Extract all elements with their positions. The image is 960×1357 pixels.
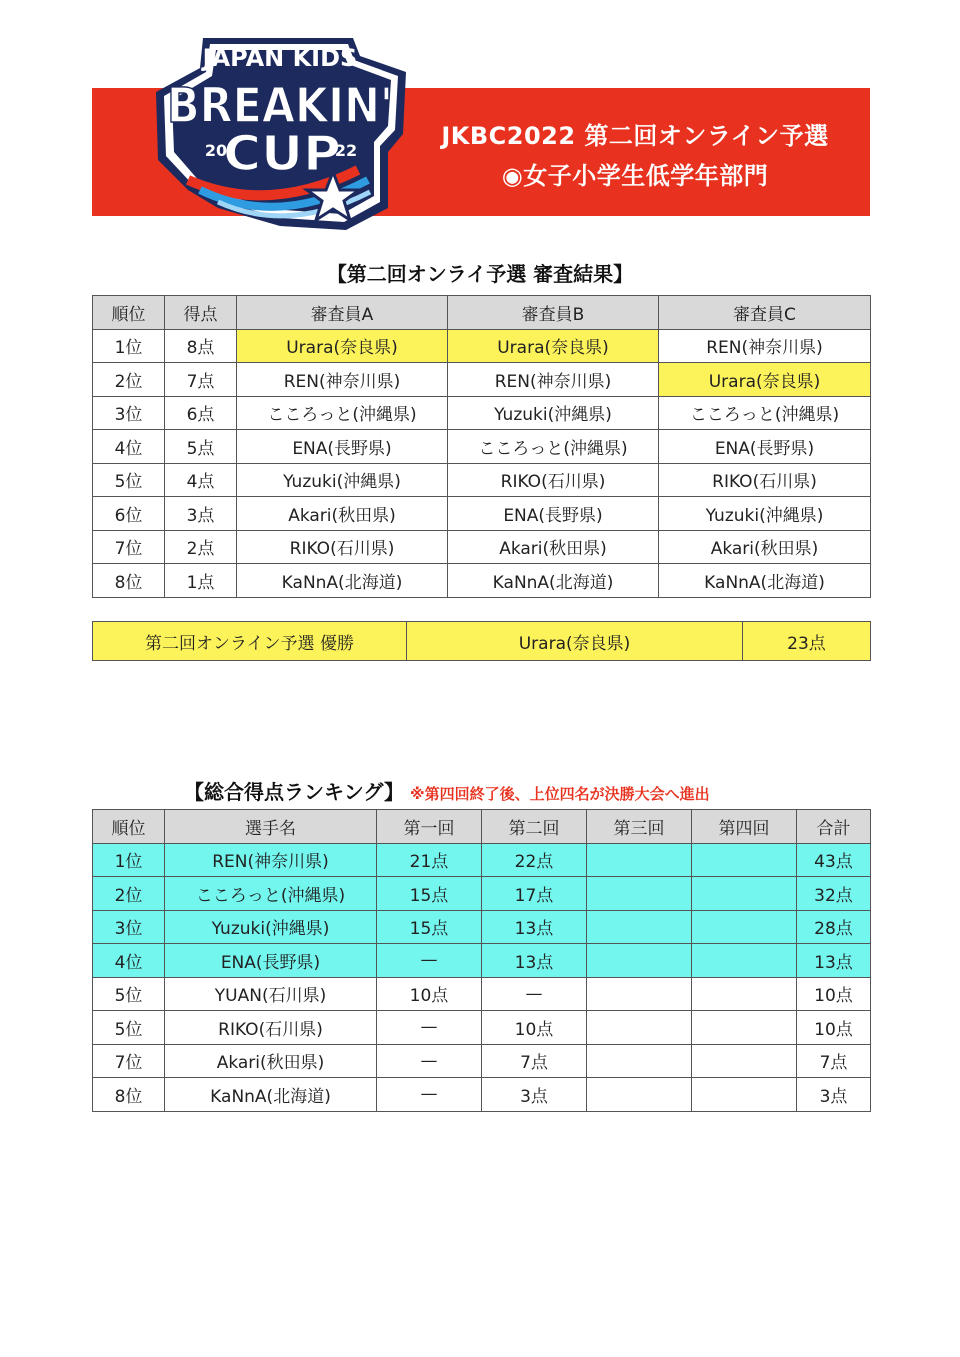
rank-cell: 1位 (93, 843, 165, 877)
judge-result-table (92, 295, 871, 598)
rank-cell: 6位 (93, 497, 165, 531)
judge-b-cell: Yuzuki(沖縄県) (448, 396, 659, 430)
table-row (93, 1011, 871, 1045)
table-row (93, 877, 871, 911)
round1-cell: — (377, 1044, 482, 1078)
round3-cell (587, 1044, 692, 1078)
points-cell: 2点 (165, 530, 237, 564)
table-header-row (93, 296, 871, 330)
round1-cell: — (377, 1078, 482, 1112)
round3-cell (587, 944, 692, 978)
rank-cell: 4位 (93, 944, 165, 978)
judge-b-cell: ENA(長野県) (448, 497, 659, 531)
round1-cell: — (377, 1011, 482, 1045)
judge-b-cell: こころっと(沖縄県) (448, 430, 659, 464)
logo-line1: JAPAN KIDS (202, 44, 358, 72)
judge-c-cell: こころっと(沖縄県) (659, 396, 871, 430)
rank-cell: 2位 (93, 877, 165, 911)
table-row (93, 329, 871, 363)
ranking-section-heading (184, 776, 710, 805)
rank-cell: 3位 (93, 910, 165, 944)
col-header-judge-b: 審査員B (448, 296, 659, 330)
player-cell: REN(神奈川県) (165, 843, 377, 877)
col-header-judge-a: 審査員A (237, 296, 448, 330)
table-row (93, 1044, 871, 1078)
col-header-points: 得点 (165, 296, 237, 330)
table-row (93, 530, 871, 564)
table-row (93, 977, 871, 1011)
round3-cell (587, 977, 692, 1011)
judge-b-cell: REN(神奈川県) (448, 363, 659, 397)
points-cell: 5点 (165, 430, 237, 464)
judge-b-cell: KaNnA(北海道) (448, 564, 659, 598)
round1-cell: — (377, 944, 482, 978)
points-cell: 1点 (165, 564, 237, 598)
rank-cell: 5位 (93, 977, 165, 1011)
breakin-cup-logo (148, 30, 413, 240)
points-cell: 6点 (165, 396, 237, 430)
winner-name: Urara(奈良県) (407, 622, 743, 661)
table-row (93, 564, 871, 598)
rank-cell: 4位 (93, 430, 165, 464)
round2-cell: 3点 (482, 1078, 587, 1112)
round2-cell: 13点 (482, 944, 587, 978)
judge-b-cell: Akari(秋田県) (448, 530, 659, 564)
judge-a-cell: REN(神奈川県) (237, 363, 448, 397)
rank-cell: 7位 (93, 1044, 165, 1078)
player-cell: RIKO(石川県) (165, 1011, 377, 1045)
table-row (93, 843, 871, 877)
table-row (93, 430, 871, 464)
total-cell: 3点 (797, 1078, 871, 1112)
col-header-rank: 順位 (93, 810, 165, 844)
rank-cell: 1位 (93, 329, 165, 363)
round3-cell (587, 877, 692, 911)
logo-year-right: 22 (334, 141, 358, 160)
table-row (93, 1078, 871, 1112)
judge-a-cell: Akari(秋田県) (237, 497, 448, 531)
col-header-rank: 順位 (93, 296, 165, 330)
col-header-player: 選手名 (165, 810, 377, 844)
points-cell: 7点 (165, 363, 237, 397)
round4-cell (692, 877, 797, 911)
round4-cell (692, 1044, 797, 1078)
judge-a-cell: ENA(長野県) (237, 430, 448, 464)
total-cell: 28点 (797, 910, 871, 944)
table-row (93, 497, 871, 531)
judge-a-cell: Yuzuki(沖縄県) (237, 463, 448, 497)
col-header-round4: 第四回 (692, 810, 797, 844)
round4-cell (692, 843, 797, 877)
player-cell: ENA(長野県) (165, 944, 377, 978)
rank-cell: 3位 (93, 396, 165, 430)
round1-cell: 10点 (377, 977, 482, 1011)
total-cell: 7点 (797, 1044, 871, 1078)
total-cell: 10点 (797, 977, 871, 1011)
round3-cell (587, 1011, 692, 1045)
table-header-row (93, 810, 871, 844)
round2-cell: 22点 (482, 843, 587, 877)
total-cell: 13点 (797, 944, 871, 978)
rank-cell: 8位 (93, 1078, 165, 1112)
table-row (93, 463, 871, 497)
result-section-heading: 【第二回オンライ予選 審査結果】 (326, 262, 634, 286)
judge-c-cell: ENA(長野県) (659, 430, 871, 464)
table-row (93, 396, 871, 430)
judge-a-cell: KaNnA(北海道) (237, 564, 448, 598)
player-cell: Yuzuki(沖縄県) (165, 910, 377, 944)
rank-cell: 8位 (93, 564, 165, 598)
winner-row (93, 622, 871, 661)
judge-c-cell: Yuzuki(沖縄県) (659, 497, 871, 531)
col-header-round1: 第一回 (377, 810, 482, 844)
judge-c-cell: Urara(奈良県) (659, 363, 871, 397)
points-cell: 3点 (165, 497, 237, 531)
banner-title-line1: JKBC2022 第二回オンライン予選 (441, 122, 829, 150)
total-cell: 10点 (797, 1011, 871, 1045)
player-cell: KaNnA(北海道) (165, 1078, 377, 1112)
points-cell: 8点 (165, 329, 237, 363)
round2-cell: 10点 (482, 1011, 587, 1045)
round2-cell: — (482, 977, 587, 1011)
col-header-judge-c: 審査員C (659, 296, 871, 330)
col-header-total: 合計 (797, 810, 871, 844)
ranking-heading-text: 【総合得点ランキング】 (184, 780, 404, 804)
judge-b-cell: Urara(奈良県) (448, 329, 659, 363)
judge-c-cell: Akari(秋田県) (659, 530, 871, 564)
round4-cell (692, 977, 797, 1011)
round1-cell: 21点 (377, 843, 482, 877)
col-header-round2: 第二回 (482, 810, 587, 844)
judge-c-cell: RIKO(石川県) (659, 463, 871, 497)
player-cell: Akari(秋田県) (165, 1044, 377, 1078)
rank-cell: 7位 (93, 530, 165, 564)
total-cell: 43点 (797, 843, 871, 877)
round2-cell: 7点 (482, 1044, 587, 1078)
round4-cell (692, 910, 797, 944)
judge-c-cell: KaNnA(北海道) (659, 564, 871, 598)
round3-cell (587, 843, 692, 877)
logo-line3: CUP (223, 126, 341, 182)
winner-table (92, 621, 871, 661)
banner-title-line2: ◉女子小学生低学年部門 (501, 162, 769, 190)
points-cell: 4点 (165, 463, 237, 497)
round4-cell (692, 1011, 797, 1045)
rank-cell: 5位 (93, 463, 165, 497)
banner-title (420, 116, 850, 196)
round1-cell: 15点 (377, 910, 482, 944)
player-cell: YUAN(石川県) (165, 977, 377, 1011)
round2-cell: 17点 (482, 877, 587, 911)
table-row (93, 944, 871, 978)
rank-cell: 2位 (93, 363, 165, 397)
judge-a-cell: こころっと(沖縄県) (237, 396, 448, 430)
round2-cell: 13点 (482, 910, 587, 944)
round3-cell (587, 910, 692, 944)
overall-ranking-table (92, 809, 871, 1112)
winner-label: 第二回オンライン予選 優勝 (93, 622, 407, 661)
ranking-note: ※第四回終了後、上位四名が決勝大会へ進出 (410, 785, 710, 803)
logo-year-left: 20 (204, 141, 228, 160)
winner-score: 23点 (743, 622, 871, 661)
round3-cell (587, 1078, 692, 1112)
table-row (93, 363, 871, 397)
judge-c-cell: REN(神奈川県) (659, 329, 871, 363)
round4-cell (692, 944, 797, 978)
round1-cell: 15点 (377, 877, 482, 911)
table-row (93, 910, 871, 944)
round4-cell (692, 1078, 797, 1112)
rank-cell: 5位 (93, 1011, 165, 1045)
judge-b-cell: RIKO(石川県) (448, 463, 659, 497)
judge-a-cell: RIKO(石川県) (237, 530, 448, 564)
total-cell: 32点 (797, 877, 871, 911)
player-cell: こころっと(沖縄県) (165, 877, 377, 911)
logo-line2: BREAKIN' (167, 78, 393, 134)
judge-a-cell: Urara(奈良県) (237, 329, 448, 363)
col-header-round3: 第三回 (587, 810, 692, 844)
